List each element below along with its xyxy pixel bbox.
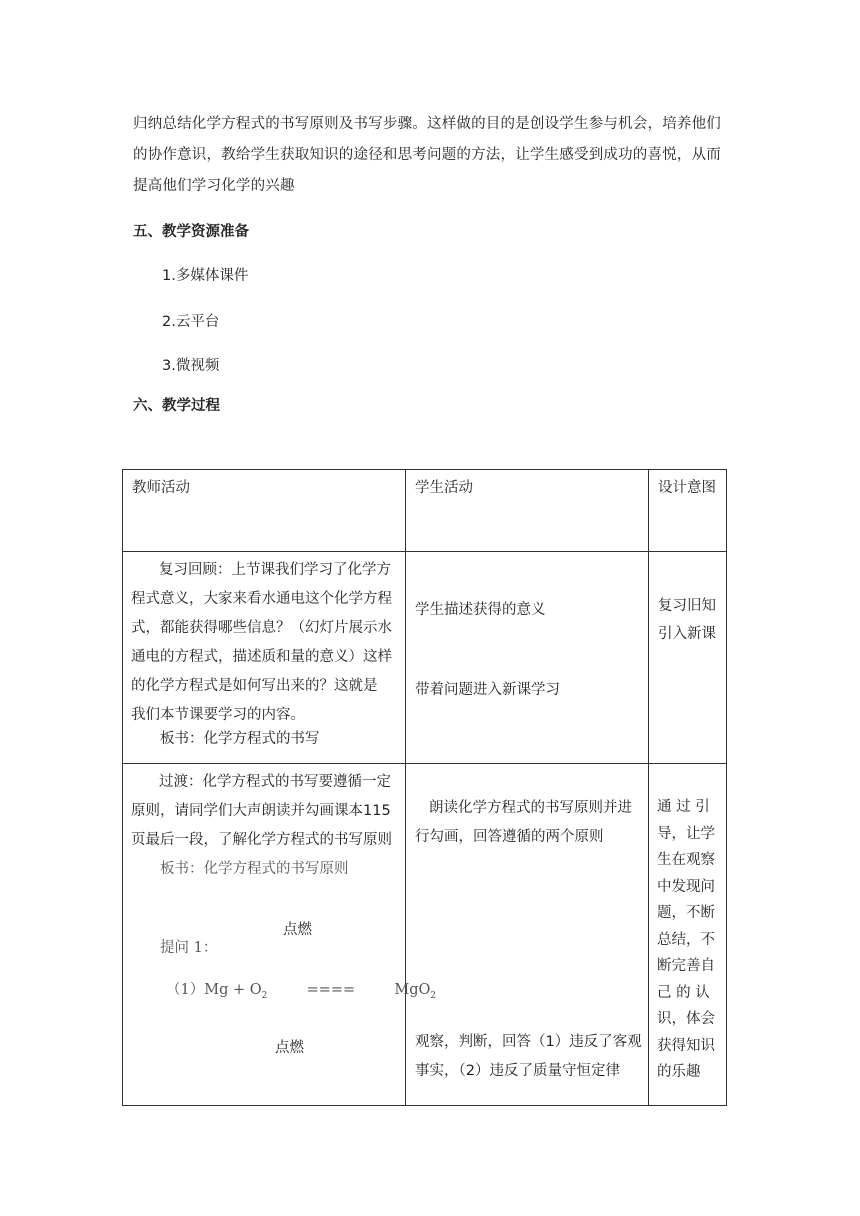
header-teacher-cell	[123, 470, 406, 552]
header-student: 学生活动	[415, 480, 473, 496]
row2-teacher-text: 过渡：化学方程式的书写要遵循一定 原则，请同学们大声朗读并勾画课本115 页最后一段，了解化学方程式的书写原则	[131, 774, 392, 848]
intro-paragraph	[133, 109, 753, 202]
row2-board-note: 板书：化学方程式的书写原则	[160, 861, 349, 877]
section-6-title: 六、教学过程	[133, 398, 220, 414]
condition-ignite-2: 点燃	[275, 1040, 304, 1056]
row2-student-text-1: 朗读化学方程式的书写原则并进 行勾画，回答遵循的两个原则	[415, 800, 632, 845]
table-row	[123, 552, 727, 764]
intro-line-3: 提高他们学习化学的兴趣	[133, 178, 295, 194]
row2-design-cell	[649, 764, 727, 1106]
table-header-row	[123, 470, 727, 552]
row1-board-note: 板书：化学方程式的书写	[160, 731, 320, 747]
row2-student-text-2: 观察，判断，回答（1）违反了客观 事实，（2）违反了质量守恒定律	[415, 1034, 642, 1079]
row1-teacher-cell	[123, 552, 406, 764]
row2-teacher-cell	[123, 764, 437, 1106]
condition-ignite-1: 点燃	[283, 922, 312, 938]
row2-student-cell	[406, 764, 649, 1106]
row1-student-2: 带着问题进入新课学习	[415, 682, 560, 698]
resource-item-3: 3.微视频	[162, 358, 220, 374]
row1-student-cell	[406, 552, 649, 764]
row1-student-1: 学生描述获得的意义	[415, 602, 546, 618]
intro-line-1: 归纳总结化学方程式的书写原则及书写步骤。这样做的目的是创设学生参与机会，培养他们	[133, 116, 721, 132]
section-5-title: 五、教学资源准备	[133, 224, 249, 240]
resource-item-2: 2.云平台	[162, 314, 220, 330]
row1-teacher-text: 复习回顾：上节课我们学习了化学方 程式意义，大家来看水通电这个化学方程 式，都能获得哪些信息？（幻灯片展示水 通电的方程式，描述质和量的意义）这样 的化学方程式是如何写出来的？这就是 我们本节课要学习的内容。	[131, 562, 392, 723]
row1-design-text: 复习旧知 引入新课	[658, 598, 716, 642]
row2-design-text: 通 过 引 导，让学 生在观察 中发现问 题，不断 总结，不 断完善自 己 的 认 识，体会 获得知识 的乐趣	[657, 799, 715, 1080]
equation-1: $(1)Mg + O_2$ ==== MgO$_2$	[166, 982, 437, 1001]
header-student-cell	[406, 470, 649, 552]
row1-design-cell	[649, 552, 727, 764]
question-1: 提问 1：	[160, 940, 218, 956]
header-design-cell	[649, 470, 727, 552]
header-design: 设计意图	[658, 480, 716, 496]
intro-line-2: 的协作意识，教给学生获取知识的途径和思考问题的方法，让学生感受到成功的喜悦，从而	[133, 147, 721, 163]
table-row	[123, 764, 727, 1106]
header-teacher: 教师活动	[132, 480, 190, 496]
lesson-process-table	[122, 469, 727, 1106]
resource-item-1: 1.多媒体课件	[162, 268, 249, 284]
